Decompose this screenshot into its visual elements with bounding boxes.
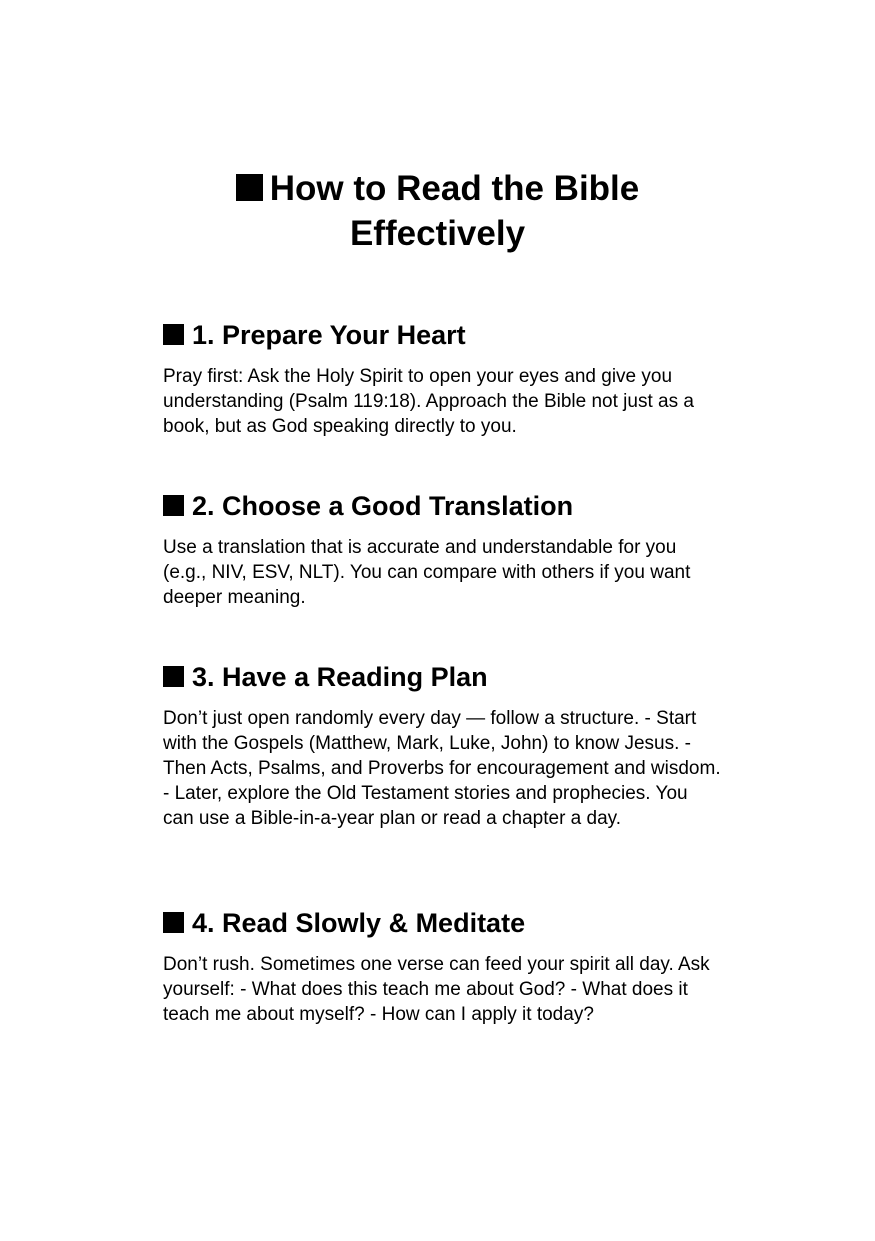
section-choose-translation (163, 489, 723, 610)
section-body: Don’t just open randomly every day — follow a structure. - Start with the Gospels (Matthew, Mark, Luke, John) to know Jesus. - Then Acts, Psalms, and Proverbs for encouragement and wisdom. - Later, explore the Old Testament stories and prophecies. You can use a Bible-in-a-year plan or read a chapter a day. (163, 708, 721, 829)
section-body: Don’t rush. Sometimes one verse can feed your spirit all day. Ask yourself: - What does this teach me about God? - What does it teach me about myself? - How can I apply it today? (163, 954, 710, 1025)
square-bullet-icon (163, 666, 184, 687)
section-read-slowly-meditate (163, 906, 723, 1027)
document-title (180, 166, 695, 256)
section-prepare-your-heart (163, 318, 723, 439)
section-body: Use a translation that is accurate and understandable for you (e.g., NIV, ESV, NLT). You can compare with others if you want deeper meaning. (163, 537, 691, 608)
section-heading (163, 318, 723, 352)
section-heading-text: 1. Prepare Your Heart (192, 320, 466, 350)
section-body: Pray first: Ask the Holy Spirit to open your eyes and give you understanding (Psalm 119:18). Approach the Bible not just as a book, but as God speaking directly to you. (163, 366, 694, 437)
section-heading (163, 660, 723, 694)
section-heading-text: 3. Have a Reading Plan (192, 662, 488, 692)
square-bullet-icon (163, 912, 184, 933)
section-heading-text: 4. Read Slowly & Meditate (192, 908, 526, 938)
document-title-text: How to Read the Bible Effectively (269, 169, 640, 253)
section-heading (163, 906, 723, 940)
square-bullet-icon (163, 324, 184, 345)
section-heading (163, 489, 723, 523)
square-bullet-icon (163, 495, 184, 516)
section-reading-plan (163, 660, 723, 831)
square-bullet-icon (236, 174, 263, 201)
section-heading-text: 2. Choose a Good Translation (192, 491, 574, 521)
